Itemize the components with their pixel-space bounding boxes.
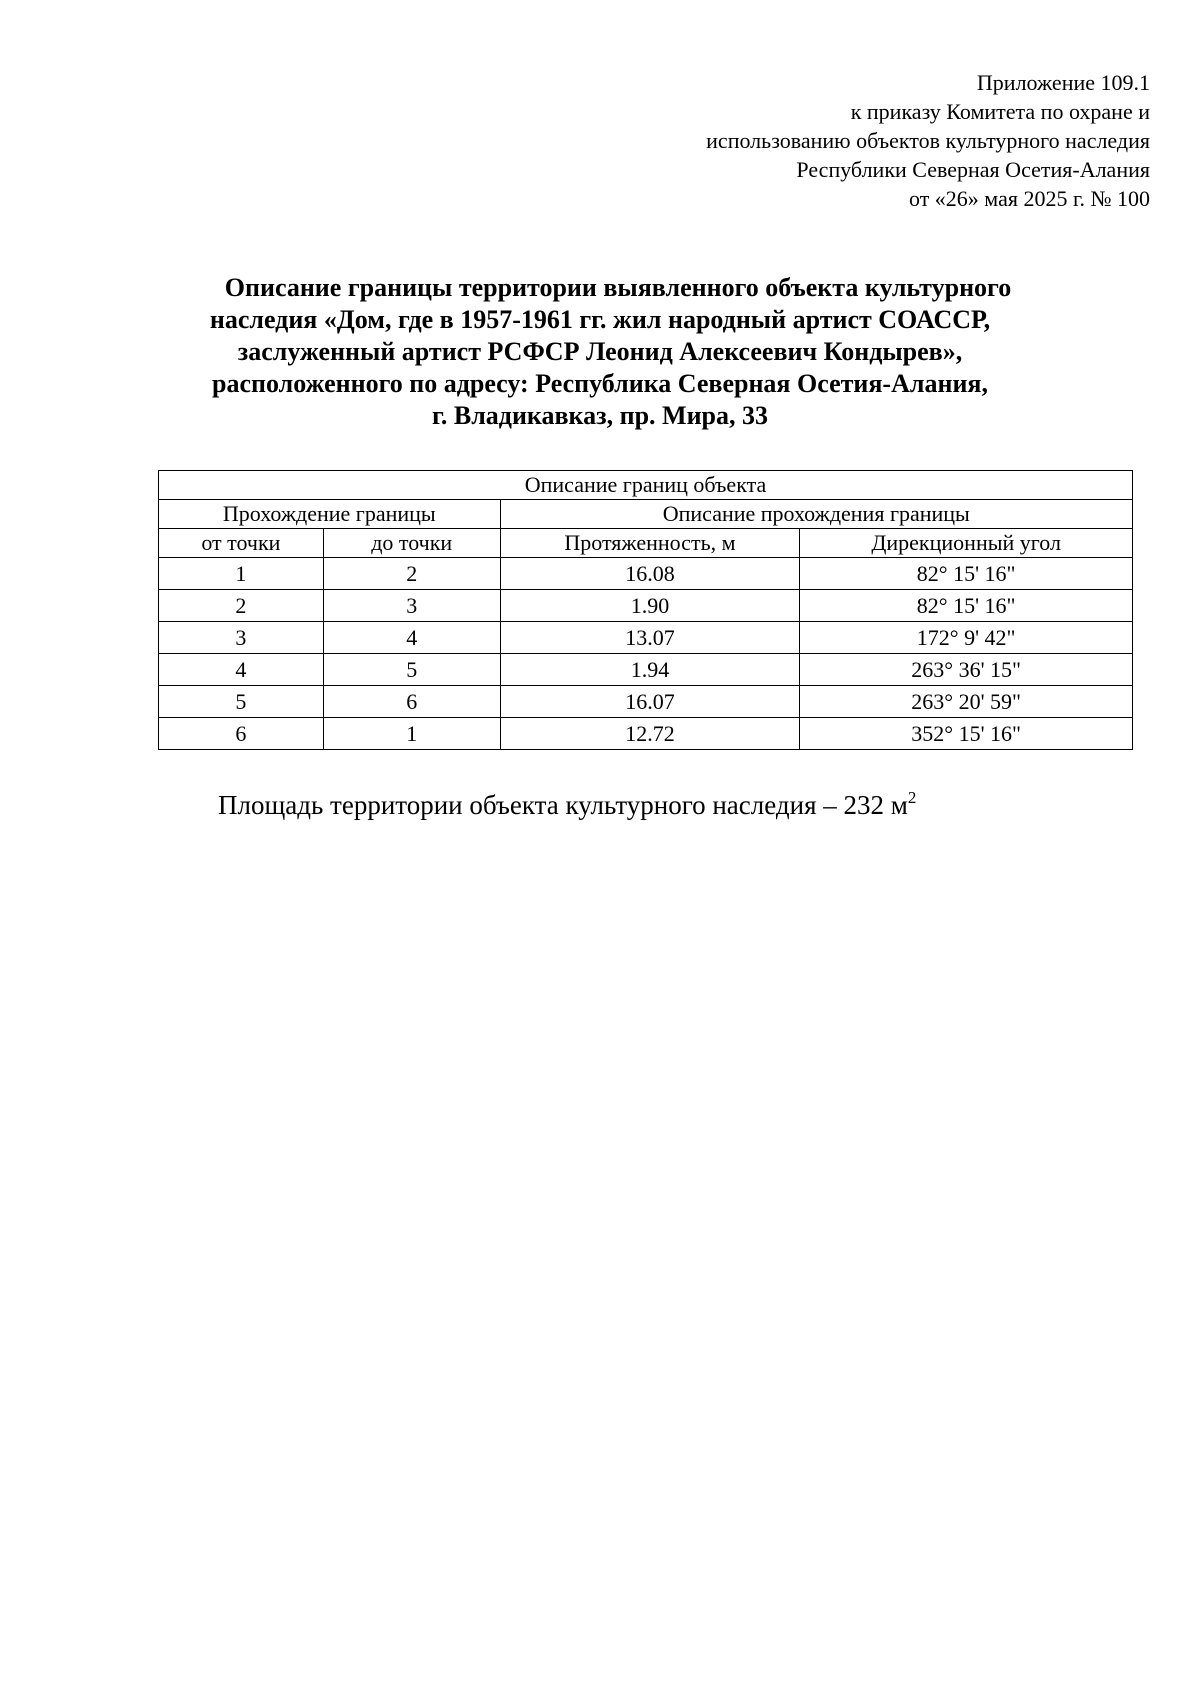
document-title (180, 272, 1020, 432)
cell-from-point: 4 (159, 654, 324, 686)
title-line: Описание границы территории выявленного объекта культурного (224, 273, 1012, 302)
cell-from-point: 5 (159, 686, 324, 718)
cell-length: 13.07 (500, 622, 800, 654)
cell-angle: 82° 15' 16" (800, 590, 1133, 622)
title-line: г. Владикавказ, пр. Мира, 33 (431, 401, 769, 430)
table-row (159, 622, 1133, 654)
cell-to-point: 4 (323, 622, 500, 654)
cell-length: 12.72 (500, 718, 800, 750)
appendix-line: Республики Северная Осетия-Алания (796, 157, 1150, 182)
table-row (159, 590, 1133, 622)
title-line: заслуженный артист РСФСР Леонид Алексеевич Кондырев», (237, 337, 963, 366)
cell-to-point: 2 (323, 558, 500, 590)
cell-length: 16.07 (500, 686, 800, 718)
appendix-header (590, 68, 1150, 213)
cell-to-point: 3 (323, 590, 500, 622)
title-line: расположенного по адресу: Республика Северная Осетия-Алания, (211, 369, 988, 398)
title-line: наследия «Дом, где в 1957-1961 гг. жил народный артист СОАССР, (209, 305, 991, 334)
cell-length: 1.90 (500, 590, 800, 622)
area-unit-superscript: 2 (907, 788, 917, 807)
column-header-length: Протяженность, м (500, 529, 800, 558)
cell-length: 16.08 (500, 558, 800, 590)
column-header-from: от точки (159, 529, 324, 558)
cell-angle: 263° 20' 59" (800, 686, 1133, 718)
cell-from-point: 3 (159, 622, 324, 654)
cell-to-point: 6 (323, 686, 500, 718)
column-header-angle: Дирекционный угол (800, 529, 1133, 558)
appendix-line: от «26» мая 2025 г. № 100 (908, 186, 1150, 211)
table-row (159, 718, 1133, 750)
table-row (159, 558, 1133, 590)
boundary-table (158, 470, 1133, 750)
cell-from-point: 1 (159, 558, 324, 590)
group-header-description: Описание прохождения границы (500, 500, 1132, 529)
column-header-to: до точки (323, 529, 500, 558)
group-header-passage: Прохождение границы (159, 500, 501, 529)
appendix-line: использованию объектов культурного наследия (706, 128, 1150, 153)
appendix-line: Приложение 109.1 (976, 70, 1150, 95)
appendix-line: к приказу Комитета по охране и (850, 99, 1150, 124)
cell-angle: 82° 15' 16" (800, 558, 1133, 590)
cell-from-point: 6 (159, 718, 324, 750)
cell-angle: 352° 15' 16" (800, 718, 1133, 750)
cell-angle: 172° 9' 42" (800, 622, 1133, 654)
table-row (159, 686, 1133, 718)
cell-from-point: 2 (159, 590, 324, 622)
cell-to-point: 5 (323, 654, 500, 686)
area-text: Площадь территории объекта культурного наследия – 232 м (218, 790, 908, 820)
table-row (159, 654, 1133, 686)
cell-angle: 263° 36' 15" (800, 654, 1133, 686)
cell-to-point: 1 (323, 718, 500, 750)
cell-length: 1.94 (500, 654, 800, 686)
area-statement (218, 788, 916, 822)
table-caption: Описание границ объекта (159, 471, 1133, 500)
